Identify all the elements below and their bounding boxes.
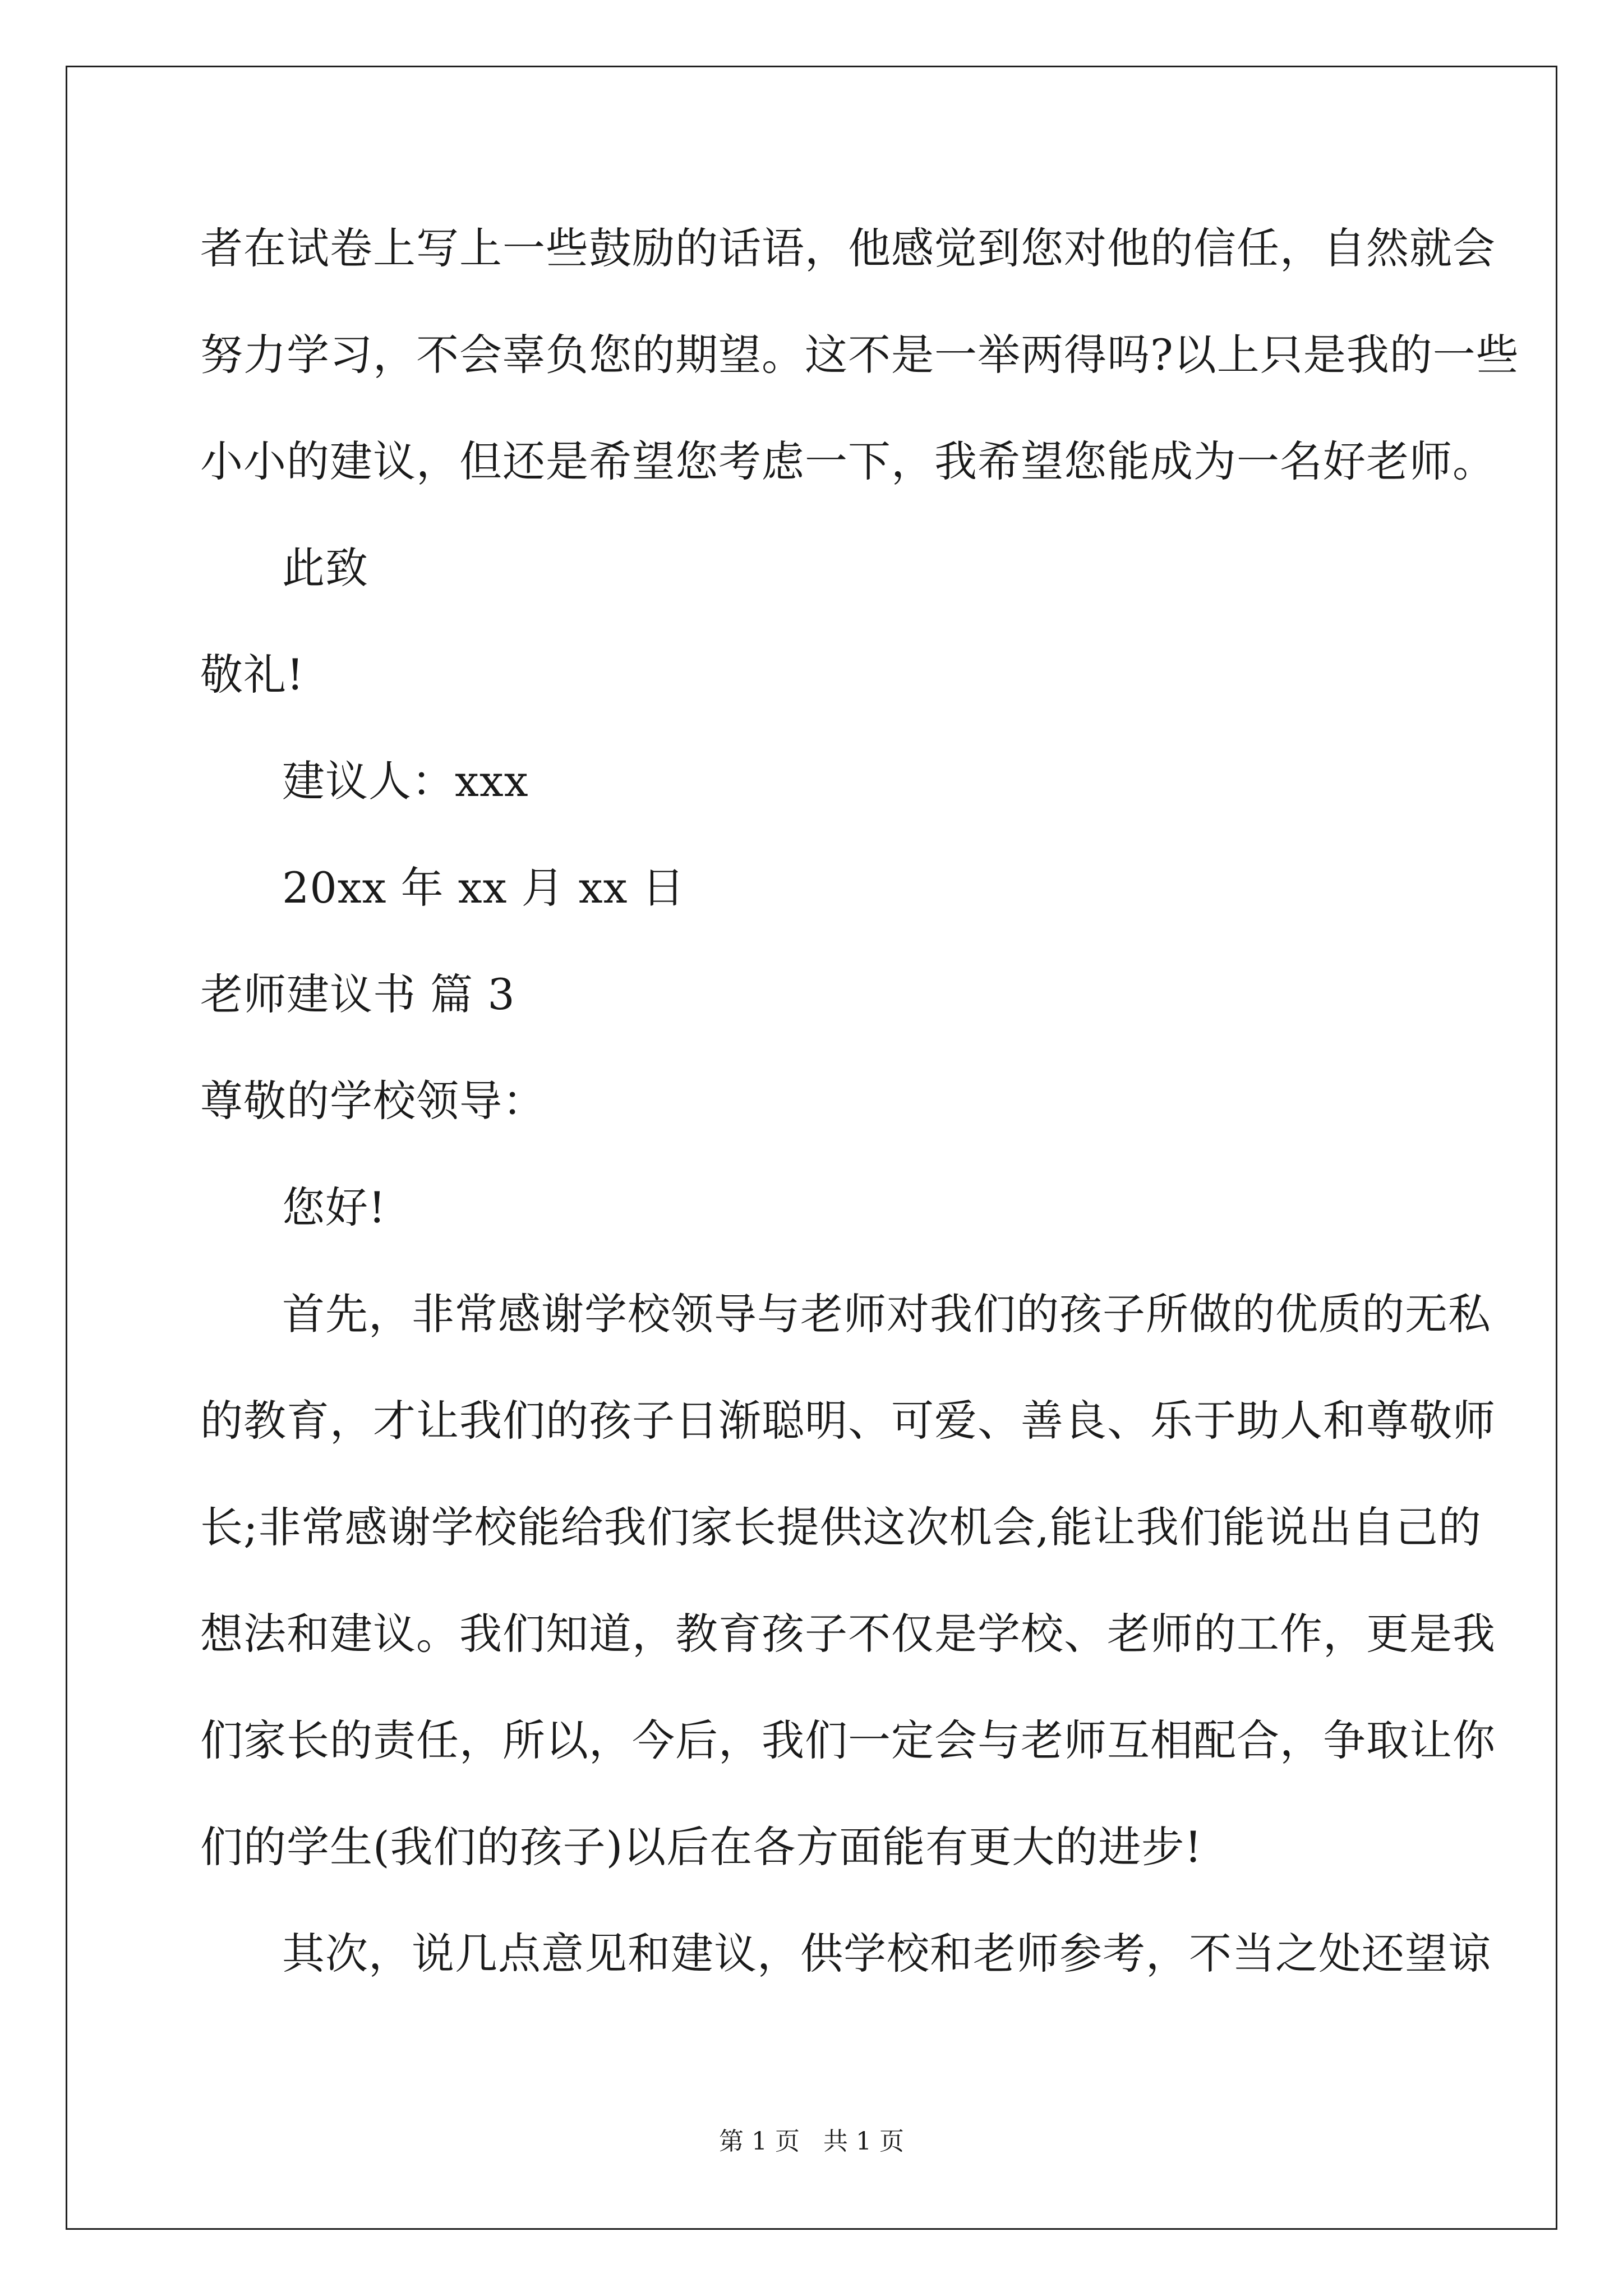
body-text-line: 首先，非常感谢学校领导与老师对我们的孩子所做的优质的无私 [282, 1289, 1491, 1339]
body-text-line: 其次，说几点意见和建议，供学校和老师参考，不当之处还望谅 [282, 1929, 1491, 1978]
body-text-line: 者在试卷上写上一些鼓励的话语，他感觉到您对他的信任，自然就会 [200, 223, 1496, 273]
page-footer: 第 1 页 共 1 页 [719, 2127, 904, 2156]
page-border [66, 66, 1557, 2230]
closing-phrase: 此致 [282, 543, 368, 593]
body-text-line: 长;非常感谢学校能给我们家长提供这次机会,能让我们能说出自己的 [200, 1502, 1482, 1552]
body-text-line: 的教育，才让我们的孩子日渐聪明、可爱、善良、乐于助人和尊敬师 [200, 1396, 1496, 1446]
body-text-line: 们的学生(我们的孩子)以后在各方面能有更大的进步! [200, 1822, 1202, 1872]
body-text-line: 努力学习，不会辜负您的期望。这不是一举两得吗?以上只是我的一些 [200, 330, 1519, 380]
date-line: 20xx 年 xx 月 xx 日 [282, 863, 685, 913]
body-text-line: 想法和建议。我们知道，教育孩子不仅是学校、老师的工作，更是我 [200, 1609, 1496, 1659]
body-text-line: 们家长的责任，所以，今后，我们一定会与老师互相配合，争取让你 [200, 1715, 1496, 1765]
section-heading: 老师建议书 篇 3 [200, 969, 515, 1019]
greeting-hello: 您好! [282, 1182, 386, 1232]
greeting-line: 尊敬的学校领导： [200, 1076, 546, 1126]
signature-line: 建议人：xxx [282, 756, 529, 806]
body-text-line: 小小的建议，但还是希望您考虑一下，我希望您能成为一名好老师。 [200, 436, 1496, 486]
salutation-closing: 敬礼! [200, 650, 305, 700]
